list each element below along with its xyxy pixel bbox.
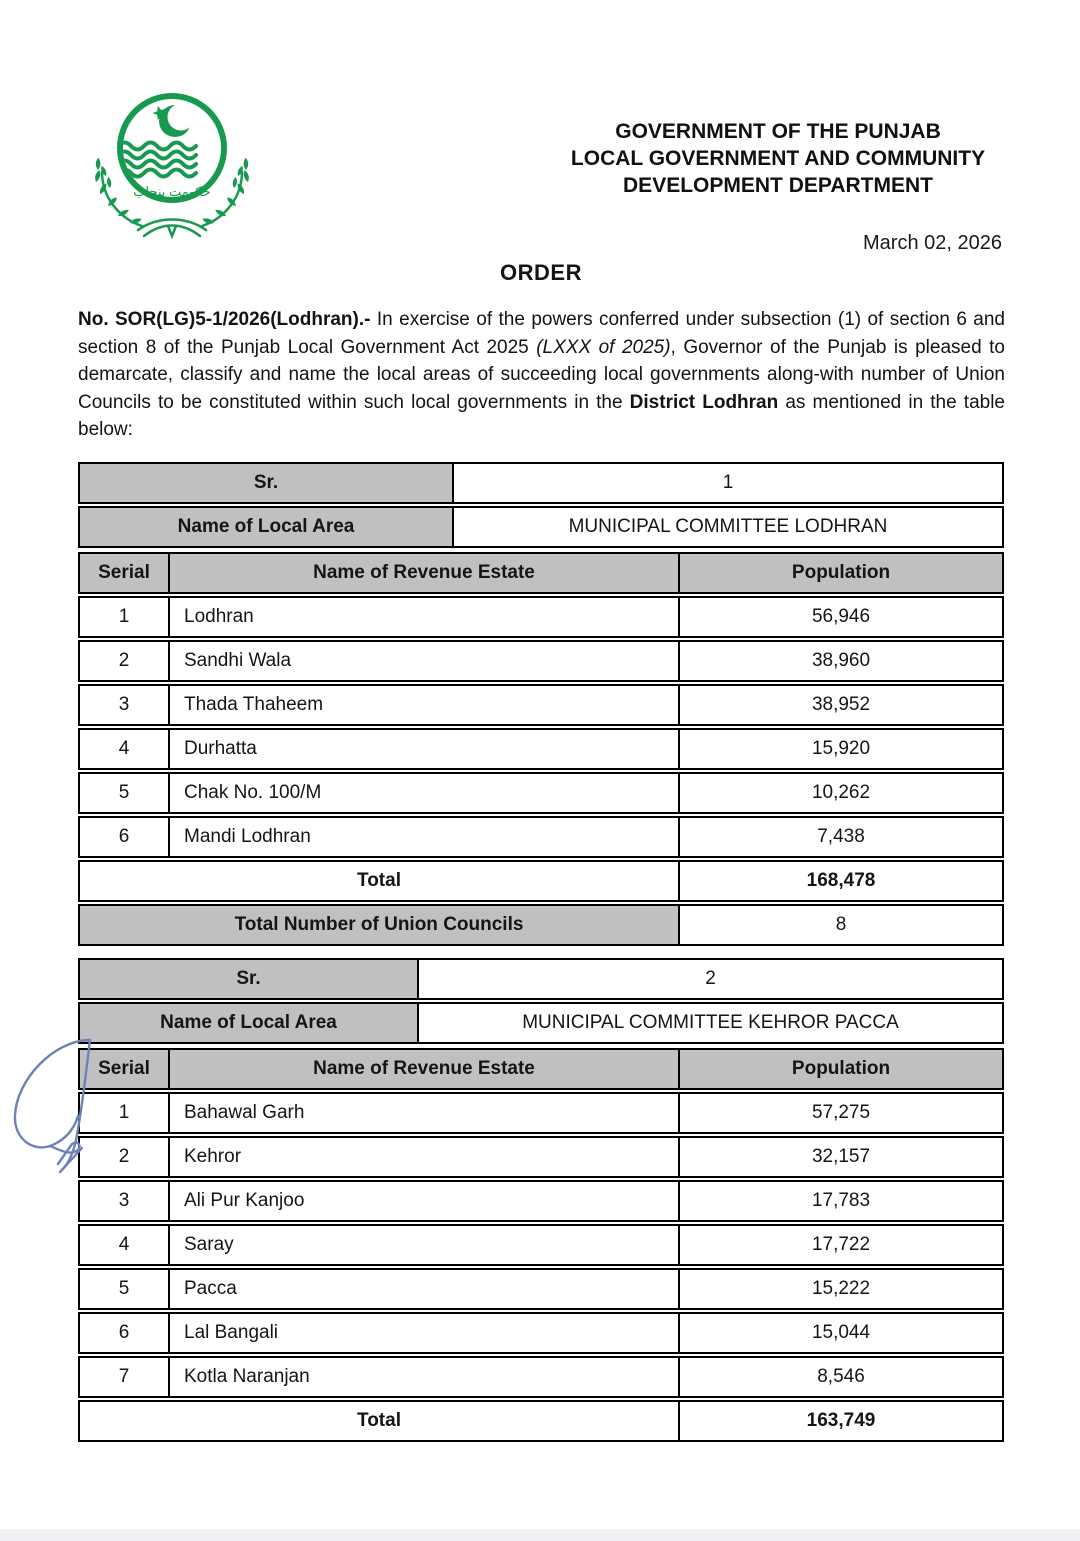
page-edge-band [0, 1529, 1080, 1541]
cell-population: 15,920 [678, 730, 1002, 768]
local-area-label: Name of Local Area [80, 1004, 417, 1042]
local-area-row [78, 1002, 1004, 1044]
union-councils-label: Total Number of Union Councils [80, 906, 678, 944]
cell-serial: 5 [118, 1278, 130, 1299]
department-line-3: DEVELOPMENT DEPARTMENT [623, 174, 933, 197]
table-row [78, 1180, 1004, 1222]
col-header-population: Population [678, 1050, 1002, 1088]
local-area-table-2 [78, 958, 1004, 1442]
col-header-serial: Serial [80, 1050, 168, 1088]
total-value: 163,749 [678, 1402, 1002, 1440]
sr-label: Sr. [80, 960, 417, 998]
cell-population: 7,438 [678, 818, 1002, 856]
document-date: March 02, 2026 [863, 232, 1002, 254]
cell-revenue-estate: Chak No. 100/M [168, 774, 678, 812]
act-citation: (LXXX of 2025) [536, 336, 671, 358]
cell-population: 57,275 [678, 1094, 1002, 1132]
cell-serial: 3 [118, 1190, 130, 1211]
local-area-value: MUNICIPAL COMMITTEE LODHRAN [452, 508, 1002, 546]
notification-number: No. SOR(LG)5-1/2026(Lodhran).- [78, 309, 371, 330]
cell-serial: 4 [118, 1234, 130, 1255]
total-row [78, 1400, 1004, 1442]
cell-revenue-estate: Bahawal Garh [168, 1094, 678, 1132]
cell-serial: 1 [118, 606, 130, 627]
cell-serial: 7 [118, 1366, 130, 1387]
punjab-government-emblem [80, 84, 264, 244]
cell-revenue-estate: Lodhran [168, 598, 678, 636]
table-row [78, 728, 1004, 770]
col-header-population: Population [678, 554, 1002, 592]
table-row [78, 1224, 1004, 1266]
cell-population: 38,952 [678, 686, 1002, 724]
cell-revenue-estate: Saray [168, 1226, 678, 1264]
table-row [78, 1268, 1004, 1310]
table-row [78, 596, 1004, 638]
order-paragraph [78, 306, 1005, 444]
cell-population: 17,783 [678, 1182, 1002, 1220]
local-area-label: Name of Local Area [80, 508, 452, 546]
cell-revenue-estate: Durhatta [168, 730, 678, 768]
local-area-table-1 [78, 462, 1004, 946]
district-name: District Lodhran [629, 391, 779, 413]
total-label: Total [357, 1410, 401, 1431]
cell-population: 15,044 [678, 1314, 1002, 1352]
department-line-1: GOVERNMENT OF THE PUNJAB [615, 120, 941, 143]
table-row [78, 684, 1004, 726]
table-row [78, 1092, 1004, 1134]
cell-serial: 6 [118, 1322, 130, 1343]
tables-container [78, 462, 1004, 1444]
local-area-row [78, 506, 1004, 548]
cell-serial: 4 [118, 738, 130, 759]
punjab-emblem-icon [80, 84, 264, 244]
col-header-name: Name of Revenue Estate [168, 1050, 678, 1088]
cell-population: 8,546 [678, 1358, 1002, 1396]
local-area-value: MUNICIPAL COMMITTEE KEHROR PACCA [417, 1004, 1002, 1042]
total-value: 168,478 [678, 862, 1002, 900]
sr-value: 2 [417, 960, 1002, 998]
cell-revenue-estate: Sandhi Wala [168, 642, 678, 680]
cell-revenue-estate: Pacca [168, 1270, 678, 1308]
emblem-urdu-caption: حکومت پنجاب [133, 184, 211, 199]
order-title: ORDER [500, 260, 582, 285]
union-councils-row [78, 904, 1004, 946]
cell-serial: 5 [118, 782, 130, 803]
col-header-name: Name of Revenue Estate [168, 554, 678, 592]
table-row [78, 640, 1004, 682]
department-line-2: LOCAL GOVERNMENT AND COMMUNITY [570, 147, 986, 170]
table-row [78, 1356, 1004, 1398]
column-header-row [78, 552, 1004, 594]
cell-population: 17,722 [678, 1226, 1002, 1264]
cell-revenue-estate: Kotla Naranjan [168, 1358, 678, 1396]
sr-row [78, 958, 1004, 1000]
cell-revenue-estate: Lal Bangali [168, 1314, 678, 1352]
cell-revenue-estate: Thada Thaheem [168, 686, 678, 724]
cell-serial: 6 [118, 826, 130, 847]
cell-revenue-estate: Mandi Lodhran [168, 818, 678, 856]
cell-population: 38,960 [678, 642, 1002, 680]
cell-serial: 1 [118, 1102, 130, 1123]
paragraph-text-1: In exercise of the powers conferred under subsection (1) of section 6 and section 8 of the Punjab Local Government Act 2025 [78, 309, 1005, 358]
table-row [78, 816, 1004, 858]
table-row [78, 1136, 1004, 1178]
paragraph-text-2: , Governor of the Punjab is pleased to demarcate, classify and name the local areas of succeeding local governments along-with number of Union Councils to be constituted within such local governments in the [78, 336, 1005, 413]
col-header-serial: Serial [80, 554, 168, 592]
pen-annotation-mark [2, 1032, 106, 1182]
cell-serial: 3 [118, 694, 130, 715]
sr-label: Sr. [80, 464, 452, 502]
column-header-row [78, 1048, 1004, 1090]
union-councils-value: 8 [678, 906, 1002, 944]
cell-serial: 2 [118, 650, 130, 671]
total-row [78, 860, 1004, 902]
table-row [78, 1312, 1004, 1354]
sr-row [78, 462, 1004, 504]
cell-revenue-estate: Kehror [168, 1138, 678, 1176]
sr-value: 1 [452, 464, 1002, 502]
cell-population: 10,262 [678, 774, 1002, 812]
cell-population: 32,157 [678, 1138, 1002, 1176]
cell-serial: 2 [118, 1146, 130, 1167]
cell-population: 15,222 [678, 1270, 1002, 1308]
cell-population: 56,946 [678, 598, 1002, 636]
paragraph-text-3: as mentioned in the table below: [78, 391, 1005, 440]
total-label: Total [357, 870, 401, 891]
department-header [545, 118, 1011, 199]
table-row [78, 772, 1004, 814]
cell-revenue-estate: Ali Pur Kanjoo [168, 1182, 678, 1220]
